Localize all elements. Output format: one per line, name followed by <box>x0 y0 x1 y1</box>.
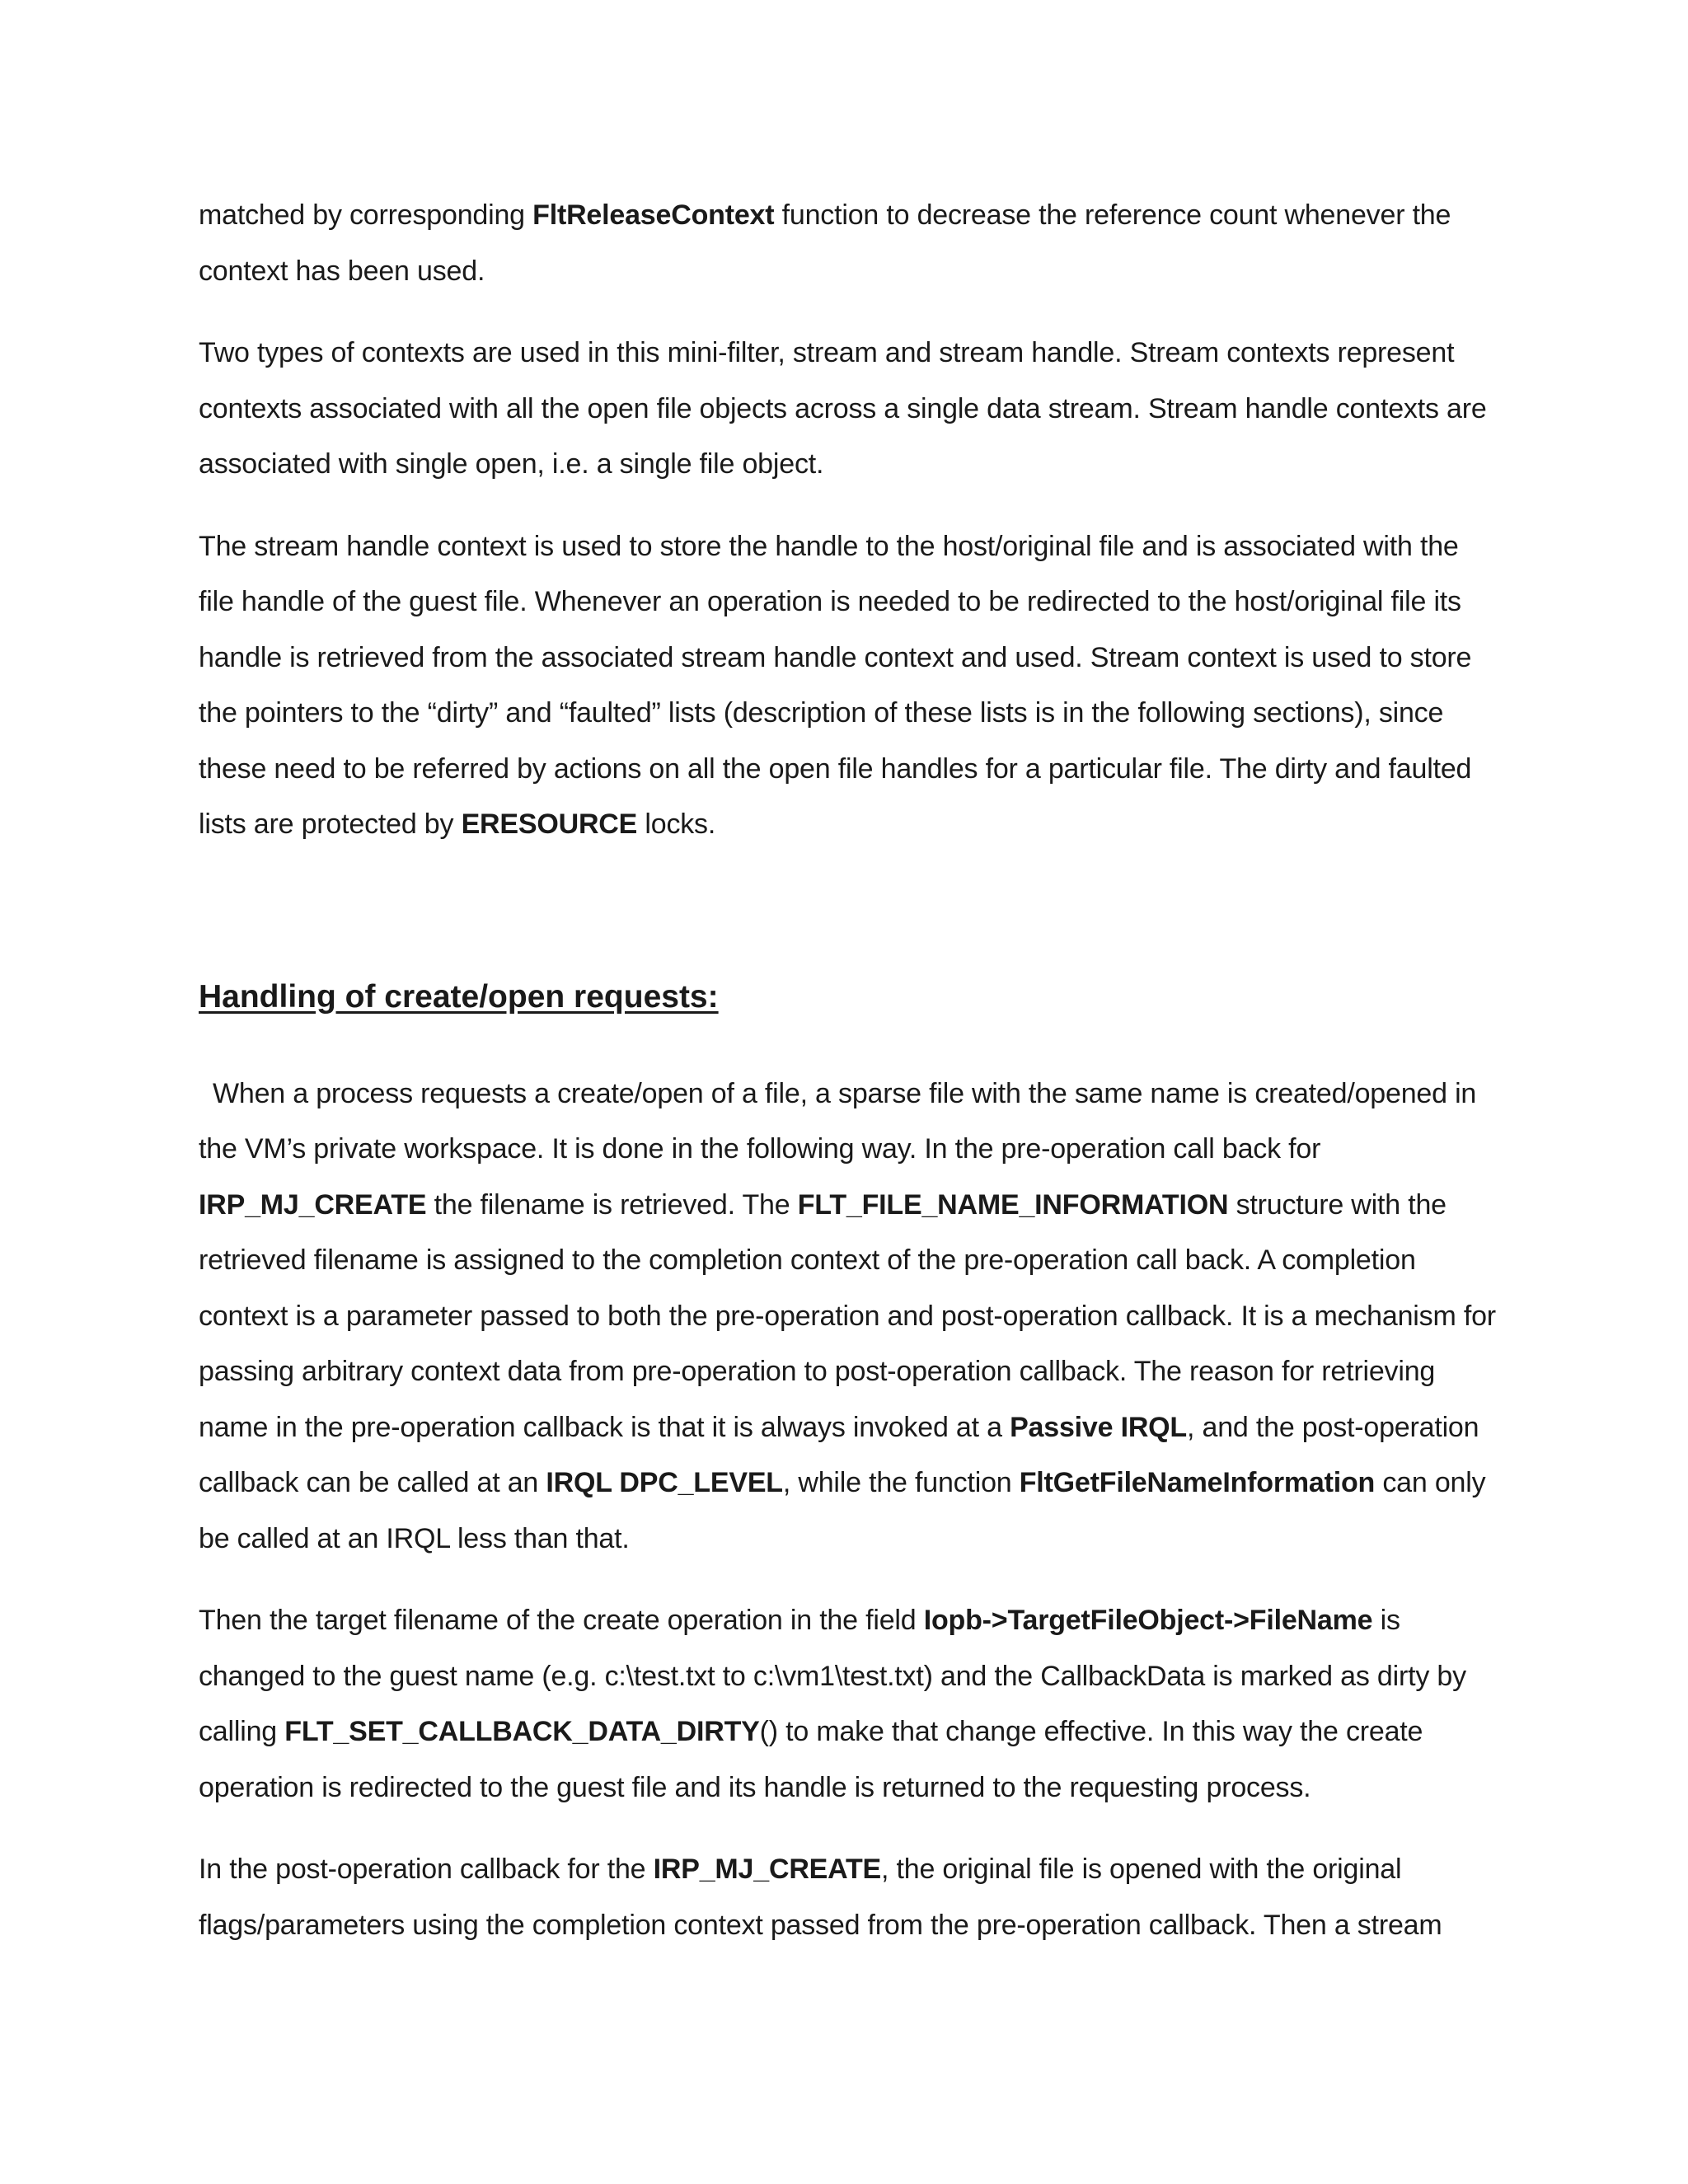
text-run: , while the function <box>782 1467 1020 1498</box>
bold-term: Passive IRQL <box>1010 1411 1187 1443</box>
bold-term: FLT_FILE_NAME_INFORMATION <box>797 1188 1229 1221</box>
paragraph-post-operation <box>199 1842 1501 1953</box>
bold-term: ERESOURCE <box>461 808 638 840</box>
text-run: Then the target filename of the create operation in the field <box>199 1605 924 1636</box>
bold-term: IRP_MJ_CREATE <box>199 1188 427 1221</box>
paragraph-create-open-intro <box>199 1066 1501 1568</box>
text-run: When a process requests a create/open of a file, a sparse file with the same name is created/opened in the VM’s private workspace. It is done in the following way. In the pre-operation call back for <box>199 1077 1477 1165</box>
text-run: the filename is retrieved. The <box>426 1188 798 1221</box>
bold-term: Iopb->TargetFileObject->FileName <box>923 1605 1373 1636</box>
text-run: , the original file is opened with the original flags/parameters using the completion context passed from the pre-operation callback. Then a stream <box>199 1854 1442 1941</box>
text-run: locks. <box>637 808 716 840</box>
paragraph-target-filename <box>199 1593 1501 1816</box>
section-gap <box>199 853 1501 977</box>
text-run: , and the post-operation callback can be called at an <box>199 1411 1479 1498</box>
text-run: The stream handle context is used to store the handle to the host/original file and is associated with the file handle of the guest file. Whenever an operation is needed to be redirected to the host/original file its handle is retrieved from the associated stream handle context and used. Stream context is used to store the pointers to the “dirty” and “faulted” lists (description of these lists is in the following sections), since these need to be referred by actions on all the open file handles for a particular file. The dirty and faulted lists are protected by <box>199 530 1472 840</box>
bold-term: IRQL DPC_LEVEL <box>546 1467 783 1498</box>
text-run: function to decrease the reference count whenever the context has been used. <box>199 199 1451 287</box>
document-body <box>199 188 1501 1953</box>
paragraph-context-types <box>199 326 1501 493</box>
paragraph-context-release <box>199 188 1501 299</box>
text-run: () to make that change effective. In this way the create operation is redirected to the guest file and its handle is returned to the requesting process. <box>199 1716 1423 1803</box>
text-run: Two types of contexts are used in this mini-filter, stream and stream handle. Stream contexts represent contexts associated with all the open file objects across a single data stream. Stream handle contexts are associated with single open, i.e. a single file object. <box>199 337 1487 480</box>
text-run: In the post-operation callback for the <box>199 1854 654 1885</box>
bold-term: FLT_SET_CALLBACK_DATA_DIRTY <box>284 1716 760 1747</box>
text-run: is changed to the guest name (e.g. c:\test.txt to c:\vm1\test.txt) and the CallbackData is marked as dirty by calling <box>199 1605 1466 1747</box>
paragraph-stream-handle-context <box>199 519 1501 853</box>
text-run: can only be called at an IRQL less than that. <box>199 1467 1486 1554</box>
bold-term: IRP_MJ_CREATE <box>653 1854 882 1885</box>
section-heading: Handling of create/open requests: <box>199 978 719 1015</box>
text-run: matched by corresponding <box>199 199 533 231</box>
text-run: structure with the retrieved filename is assigned to the completion context of the pre-operation call back. A completion context is a parameter passed to both the pre-operation and post-operation callback. It is a mechanism for passing arbitrary context data from pre-operation to post-operation callback. The reason for retrieving name in the pre-operation callback is that it is always invoked at a <box>199 1188 1496 1443</box>
bold-term: FltGetFileNameInformation <box>1019 1467 1376 1498</box>
bold-term: FltReleaseContext <box>532 199 775 231</box>
